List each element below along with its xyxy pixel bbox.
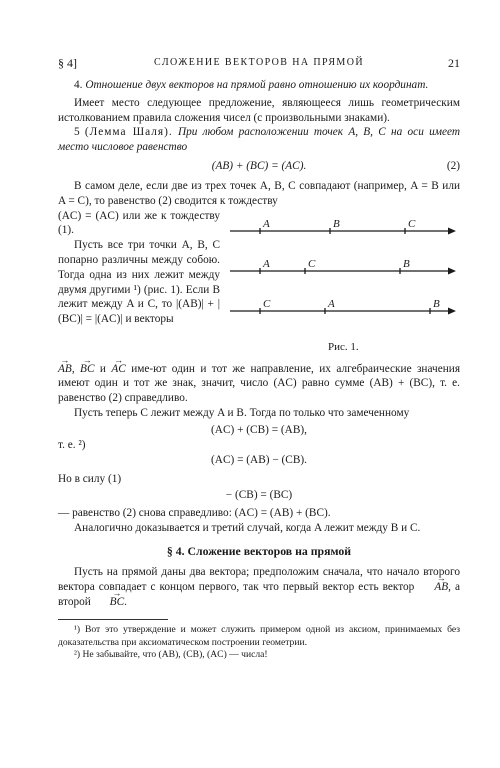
header-page-number: 21: [448, 56, 460, 70]
equation-2: (AB) + (BC) = (AC). (2): [211, 159, 460, 172]
lemma-text: При любом расположении точек A, B, C на оси имеет место числовое равенство: [58, 126, 460, 154]
figure-1-diagram: [230, 219, 460, 339]
item-4-text: Отношение двух векторов на прямой равно отношению их координат.: [85, 79, 429, 91]
paragraph-coincide: В самом деле, если две из трех точек A, B, C совпадают (например, A = B или A = C), то равенство (2) сводится к тождеству: [58, 179, 460, 207]
figure-wrap-text: [58, 209, 220, 327]
figure-caption: Рис. 1.: [328, 340, 359, 353]
figure-arrowhead-3: [448, 307, 456, 314]
text-te: т. е. ²): [58, 438, 86, 451]
footnote-1: ¹) Вот это утверждение и может служить примером одной из аксиом, принимаемых без доказательства при аксиоматическом построении геометрии.: [58, 624, 460, 648]
lemma-name: (Лемма Шаля).: [84, 126, 173, 139]
figure-point-label: C: [263, 297, 271, 310]
figure-point-label: B: [403, 257, 410, 270]
figure-point-label: B: [433, 297, 440, 310]
paragraph-intro: Имеет место следующее предложение, являющееся лишь геометрическим истолкованием правила сложения чисел (с произвольными знаками).: [58, 96, 460, 124]
figure-arrowhead-2: [448, 267, 456, 274]
paragraph-vectors: → AB, → BC и → AC име-ют один и тот же направление, их алгебраические значения имеют один и тот же знак, значит, число (AC) равно сумме (AB) + (BC), т. е. равенство (2) справедливо.: [58, 362, 460, 406]
footnote-rule: [58, 619, 168, 620]
header-title: СЛОЖЕНИЕ ВЕКТОРОВ НА ПРЯМОЙ: [154, 57, 364, 68]
figure-wrap: [58, 209, 460, 362]
paragraph-third: Аналогично доказывается и третий случай, когда A лежит между B и C.: [74, 522, 421, 535]
vector-ac: → AC: [111, 362, 125, 377]
figure-point-label: A: [328, 297, 335, 310]
figure-point-label: B: [333, 218, 340, 230]
equation-b: (AC) = (AB) − (CB).: [211, 453, 307, 466]
figure-arrowhead-1: [448, 227, 456, 234]
vector-ab-2: → AB: [418, 580, 448, 595]
paragraph-section: Пусть на прямой даны два вектора; предположим сначала, что начало второго вектора совпадает с концом первого, так что первый вектор есть вектор → AB, а второй → BC.: [58, 565, 460, 609]
vector-ab: → AB: [58, 362, 72, 377]
page-header: [58, 56, 460, 78]
paragraph-again: — равенство (2) снова справедливо: (AC) = (AB) + (BC).: [58, 507, 331, 520]
vector-bc: → BC: [80, 362, 94, 377]
vector-bc-2: → BC: [94, 595, 124, 610]
paragraph-distinct: Пусть все три точки A, B, C попарно различны между собою. Тогда одна из них лежит между двумя другими ¹) (рис. 1). Если B лежит между A и C, то |(AB)| + |(BC)| = |(AC)| и векторы: [58, 239, 220, 326]
figure-point-label: C: [408, 218, 416, 230]
header-section: § 4]: [58, 56, 77, 70]
lemma-5: 5 (Лемма Шаля). При любом расположении точек A, B, C на оси имеет место числовое равенство: [58, 126, 460, 154]
text-but-by: Но в силу (1): [58, 472, 122, 485]
figure-point-label: A: [263, 257, 270, 270]
equation-c: − (CB) = (BC): [225, 489, 293, 502]
book-page: [58, 56, 460, 662]
figure-point-label: A: [263, 218, 270, 230]
equation-2-number: (2): [446, 159, 460, 172]
paragraph-c-between: Пусть теперь C лежит между A и B. Тогда по только что замеченному: [74, 406, 410, 419]
footnote-2: ²) Не забывайте, что (AB), (CB), (AC) — числа!: [74, 649, 268, 661]
equation-a: (AC) + (CB) = (AB),: [211, 423, 307, 436]
item-4: 4. Отношение двух векторов на прямой равно отношению их координат.: [74, 79, 429, 91]
section-heading: § 4. Сложение векторов на прямой: [166, 543, 352, 558]
figure-point-label: C: [308, 257, 316, 270]
paragraph-coincide-end: (AC) = (AC) или же к тождеству (1).: [58, 209, 220, 237]
